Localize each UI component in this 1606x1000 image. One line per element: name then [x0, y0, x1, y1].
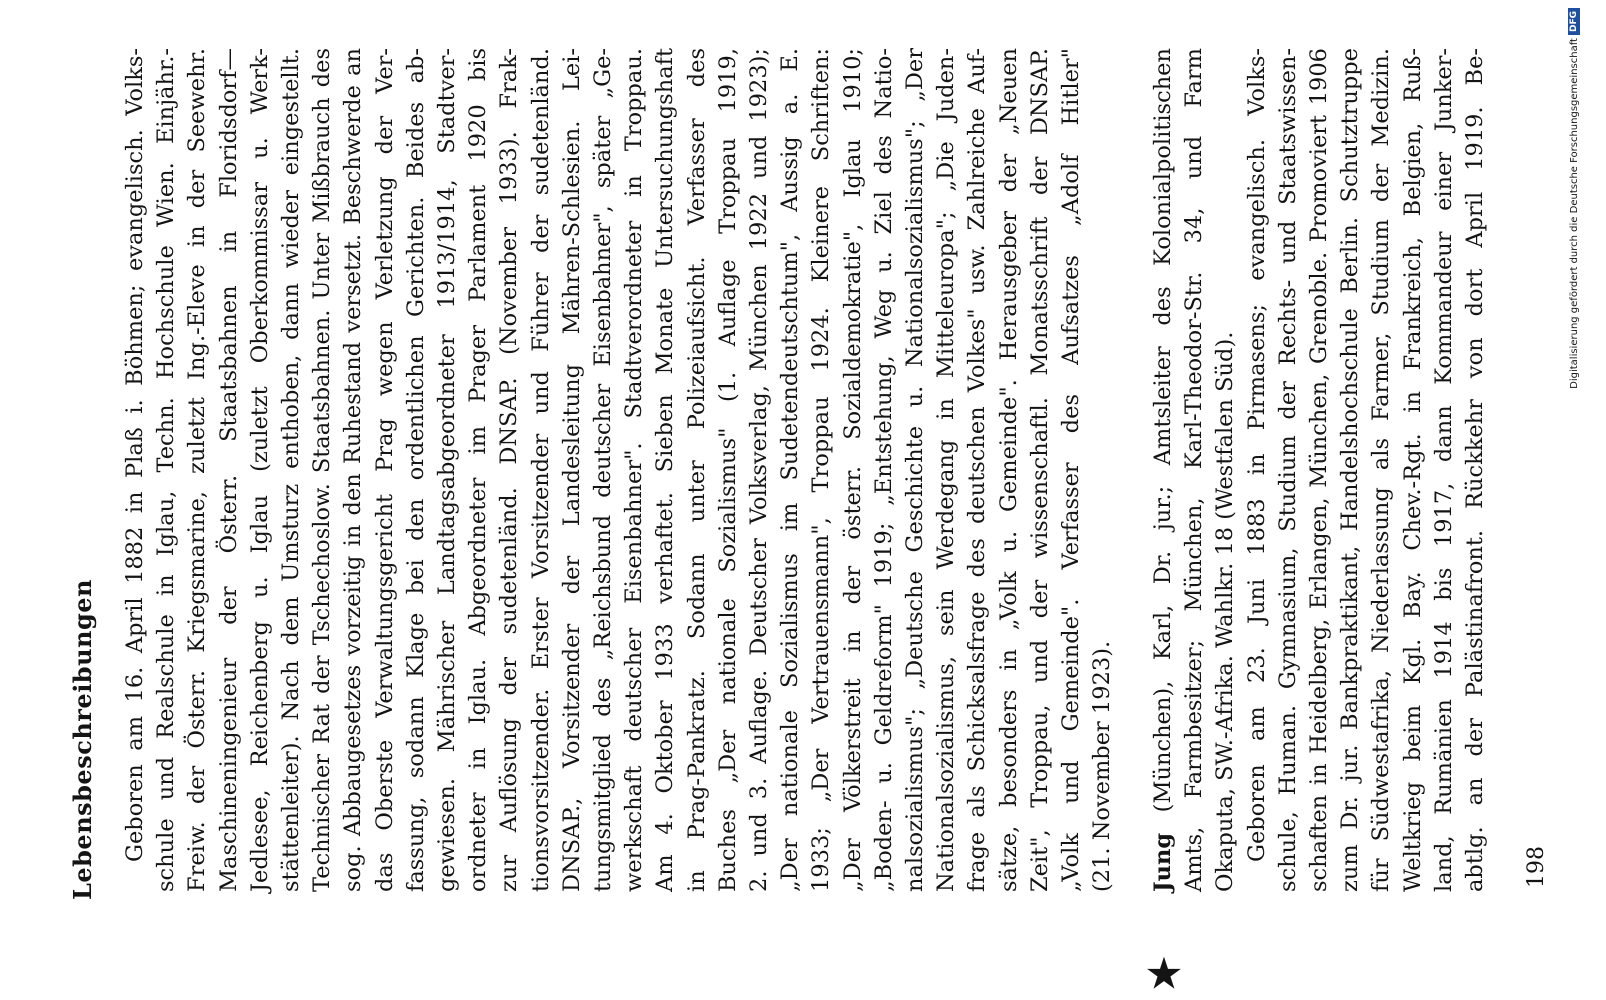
- running-header: Lebensbeschreibungen: [68, 579, 97, 900]
- text-line: Okaputa, SW.-Afrika. Wahlkr. 18 (Westfalen Süd).: [1212, 331, 1239, 892]
- text-line: Buches „Der nationale Sozialismus" (1. Auflage Troppau 1919,: [714, 48, 741, 892]
- biography-jung-text: [1148, 48, 1491, 892]
- text-line: sog. Abbaugesetzes vorzeitig in den Ruhestand versetzt. Beschwerde an: [340, 48, 367, 892]
- text-line: Geboren am 23. Juni 1883 in Pirmasens; evangelisch. Volks-: [1243, 48, 1270, 862]
- page-number: 198: [1524, 846, 1549, 888]
- digitization-credit-text: Digitalisierung gefördert durch die Deutsche Forschungsgemeinschaft: [1568, 38, 1580, 389]
- text-line: für Südwestafrika, Niederlassung als Farmer, Studium der Medizin.: [1368, 48, 1395, 892]
- text-line: Amts, Farmbesitzer; München, Karl-Theodor-Str. 34, und Farm: [1181, 48, 1208, 892]
- text-line: fassung, sodann Klage bei den ordentlichen Gerichten. Beides ab-: [402, 48, 429, 892]
- text-line: schule, Human. Gymnasium, Studium der Rechts- und Staatswissen-: [1274, 48, 1301, 892]
- text-line: „Der Völkerstreit in der österr. Sozialdemokratie", Iglau 1910;: [839, 48, 866, 892]
- text-line: zum Dr. jur. Bankpraktikant, Handelshochschule Berlin. Schutztruppe: [1337, 48, 1364, 892]
- text-line: frage als Schicksalsfrage des deutschen Volkes" usw. Zahlreiche Auf-: [964, 48, 991, 892]
- text-line: tionsvorsitzender. Erster Vorsitzender und Führer der sudetenländ.: [527, 48, 554, 892]
- text-line: stättenleiter). Nach dem Umsturz enthoben, dann wieder eingestellt.: [278, 48, 305, 892]
- text-line: ordneter in Iglau. Abgeordneter im Prager Parlament 1920 bis: [465, 48, 492, 892]
- text-line: zur Auflösung der sudetenländ. DNSAP. (November 1933). Frak-: [496, 48, 523, 892]
- text-line: „Der nationale Sozialismus im Sudetendeutschtum", Aussig a. E.: [777, 48, 804, 892]
- text-line: Weltkrieg beim Kgl. Bay. Chev.-Rgt. in Frankreich, Belgien, Ruß-: [1399, 48, 1426, 892]
- entry-heading-rest: (München), Karl, Dr. jur.; Amtsleiter des Kolonialpolitischen: [1150, 48, 1176, 833]
- entry-heading-line: [1148, 48, 1179, 892]
- digitization-credit: [1568, 8, 1580, 389]
- text-line: schule und Realschule in Iglau, Techn. Hochschule Wien. Einjähr.-: [153, 48, 180, 892]
- text-line: sätze, besonders in „Volk u. Gemeinde". Herausgeber der „Neuen: [995, 48, 1022, 892]
- text-line: (21. November 1923).: [1089, 640, 1116, 892]
- text-line: werkschaft deutscher Eisenbahner". Stadtverordneter in Troppau.: [621, 48, 648, 892]
- text-line: Jedlesee, Reichenberg u. Iglau (zuletzt Oberkommissar u. Werk-: [246, 48, 273, 892]
- text-line: land, Rumänien 1914 bis 1917, dann Kommandeur einer Junker-: [1430, 48, 1457, 892]
- text-line: schaften in Heidelberg, Erlangen, München, Grenoble. Promoviert 1906: [1306, 48, 1333, 892]
- dfg-logo: DFG: [1568, 8, 1580, 35]
- star-marker-icon: ★: [1144, 948, 1184, 1000]
- text-line: „Volk und Gemeinde". Verfasser des Aufsatzes „Adolf Hitler": [1058, 48, 1085, 892]
- text-line: Am 4. Oktober 1933 verhaftet. Sieben Monate Untersuchungshaft: [652, 48, 679, 892]
- text-line: „Boden- u. Geldreform" 1919; „Entstehung, Weg u. Ziel des Natio-: [870, 48, 897, 892]
- text-line: das Oberste Verwaltungsgericht Prag wegen Verletzung der Ver-: [371, 48, 398, 892]
- text-line: Geboren am 16. April 1882 in Plaß i. Böhmen; evangelisch. Volks-: [122, 48, 148, 862]
- text-line: Freiw. der Österr. Kriegsmarine, zuletzt Ing.-Eleve in der Seewehr.: [184, 48, 211, 892]
- entry-name: Jung: [1150, 832, 1176, 892]
- text-line: in Prag-Pankratz. Sodann unter Polizeiaufsicht. Verfasser des: [683, 48, 710, 892]
- text-line: Technischer Rat der Tschechoslow. Staatsbahnen. Unter Mißbrauch des: [309, 48, 336, 892]
- text-line: DNSAP., Vorsitzender der Landesleitung Mähren-Schlesien. Lei-: [558, 48, 585, 892]
- text-line: Zeit", Troppau, und der wissenschaftl. Monatsschrift der DNSAP.: [1026, 48, 1053, 892]
- text-line: 2. und 3. Auflage. Deutscher Volksverlag, München 1922 und 1923);: [746, 48, 773, 892]
- text-line: tungsmitglied des „Reichsbund deutscher Eisenbahner", später „Ge-: [590, 48, 617, 892]
- text-line: gewiesen. Mährischer Landtagsabgeordneter 1913/1914, Stadtver-: [434, 48, 461, 892]
- text-line: abtlg. an der Palästinafront. Rückkehr von dort April 1919. Be-: [1462, 48, 1489, 892]
- text-line: Maschineningenieur der Österr. Staatsbahnen in Floridsdorf—: [215, 48, 242, 892]
- text-line: nalsozialismus"; „Deutsche Geschichte u. Nationalsozialismus"; „Der: [902, 48, 929, 892]
- text-line: Nationalsozialismus, sein Werdegang in Mitteleuropa"; „Die Juden-: [933, 48, 960, 892]
- biography-main-text: [120, 48, 1119, 892]
- text-line: 1933; „Der Vertrauensmann", Troppau 1924. Kleinere Schriften:: [808, 48, 835, 892]
